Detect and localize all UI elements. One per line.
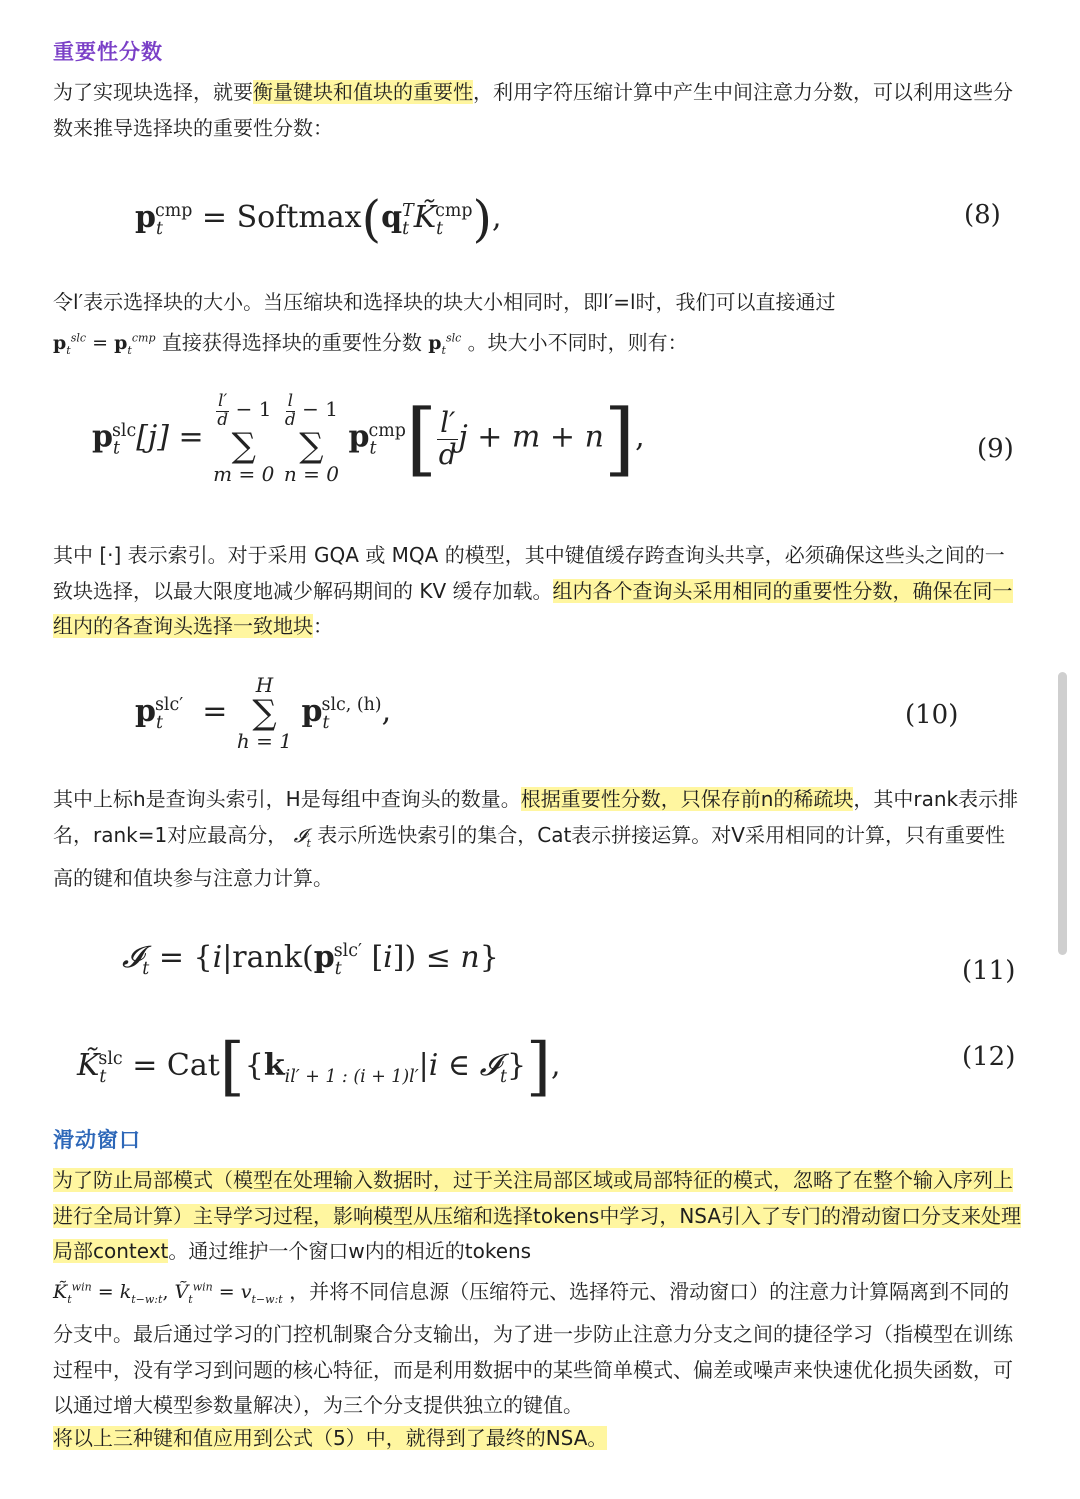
equation-10: $p_t^{slc'} = H$ ∑ h = 1 $p_t^{slc, (h)}$,	[135, 673, 392, 753]
paragraph-gqa: 其中 [·] 表示索引。对于采用 GQA 或 MQA 的模型，其中键值缓存跨查询头共享，必须确保这些头之间的一致块选择，以最大限度地减少解码期间的 KV 缓存加载。组内各个查询头采用相同的重要性分数，确保在同一组内的各查询头选择一致地块：	[53, 543, 1013, 638]
paragraph-block-size: 令l′表示选择块的大小。当压缩块和选择块的块大小相同时，即l′=l时，我们可以直接通过 $p_t^{slc} = p_t^{cmp}$ 直接获得选择块的重要性分数 $p_t^{slc}$ 。块大小不同时，则有：	[53, 290, 836, 357]
equation-12: $K̃_t^{slc} = Cat[\{k_{il' + 1 : (i + 1)l'}|i$ ∈ 𝓘$_t$}],	[77, 1030, 561, 1104]
scrollbar-thumb[interactable]	[1058, 672, 1067, 955]
highlight: 组内各个查询头采用相同的重要性分数，确保在同一组内的各查询头选择一致地块	[53, 578, 1013, 638]
paragraph-final-nsa	[53, 1421, 1023, 1457]
equation-number-11: (11)	[962, 956, 1016, 986]
paragraph-topn: 其中上标h是查询头索引，H是每组中查询头的数量。根据重要性分数，只保存前n的稀疏块，其中rank表示排名，rank=1对应最高分， 𝓘$_t$ 表示所选快索引的集合，Cat表示拼接运算。对V采用相同的计算，只有重要性高的键和值块参与注意力计算。	[53, 787, 1019, 890]
highlight: 衡量键块和值块的重要性	[253, 80, 473, 104]
section-heading-sliding-window: 滑动窗口	[53, 1128, 141, 1152]
equation-11: 𝓘$_t$ = {$i|rank(p_t^{slc'}$ [i]) ≤ n}	[122, 940, 499, 979]
equation-number-10: (10)	[905, 700, 959, 730]
highlight: 根据重要性分数，只保存前n的稀疏块	[520, 787, 854, 811]
highlight: 将以上三种键和值应用到公式（5）中，就得到了最终的NSA。	[53, 1426, 608, 1450]
equation-9: $p_t^{slc}[j] = \frac{l'}{d} - 1$ ∑ $m = 0 \frac{l}{d} - 1$ ∑ n = 0 $p_t^{cmp}[\frac{l'}{d}j + m + n]$,	[92, 391, 645, 487]
section-heading-importance: 重要性分数	[53, 40, 163, 64]
equation-number-8: (8)	[964, 200, 1001, 230]
highlight: 为了防止局部模式（模型在处理输入数据时，过于关注局部区域或局部特征的模式，忽略了在整个输入序列上进行全局计算）主导学习过程，影响模型从压缩和选择tokens中学习，NSA引入了专门的滑动窗口分支来处理局部context	[53, 1168, 1022, 1263]
paragraph-sliding-window: 为了防止局部模式（模型在处理输入数据时，过于关注局部区域或局部特征的模式，忽略了在整个输入序列上进行全局计算）主导学习过程，影响模型从压缩和选择tokens中学习，NSA引入了专门的滑动窗口分支来处理局部context。通过维护一个窗口w内的相近的tokens $K̃_t^{win} = k_{t-w:t}$, Ṽ$_t^{win}$ = $v_{t-w:t}$ ，并将不同信息源（压缩符元、选择符元、滑动窗口）的注意力计算隔离到不同的分支中。最后通过学习的门控机制聚合分支输出，为了进一步防止注意力分支之间的捷径学习（指模型在训练过程中，没有学习到问题的核心特征，而是利用数据中的某些简单模式、偏差或噪声来快速优化损失函数，可以通过增大模型参数量解决），为三个分支提供独立的键值。	[53, 1168, 1022, 1418]
equation-number-12: (12)	[962, 1042, 1016, 1072]
equation-8: $p_t^{cmp}$ = $Softmax(q_t^TK̃_t^{cmp})$,	[135, 190, 502, 248]
equation-number-9: (9)	[977, 434, 1014, 464]
paragraph-importance-intro: 为了实现块选择，就要衡量键块和值块的重要性，利用字符压缩计算中产生中间注意力分数，可以利用这些分数来推导选择块的重要性分数：	[53, 80, 1013, 140]
